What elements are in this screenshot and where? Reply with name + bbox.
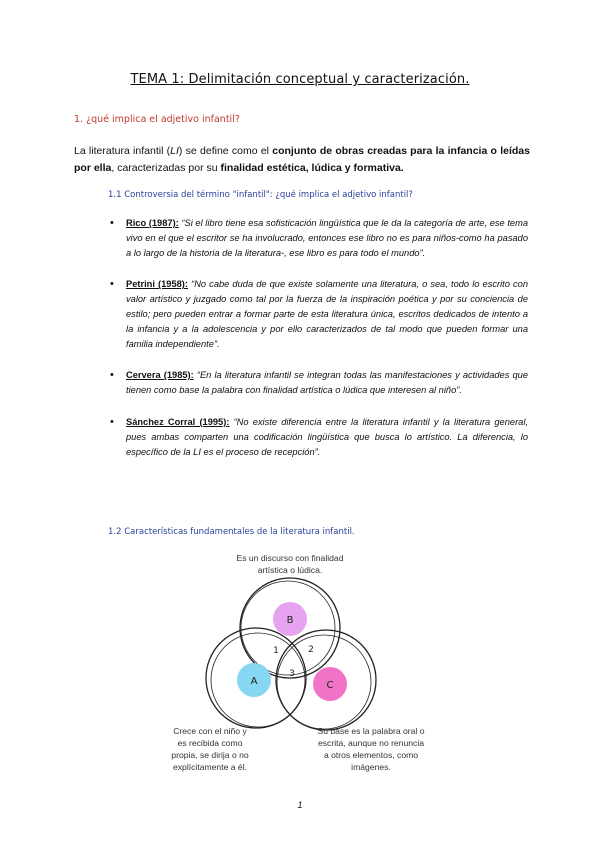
- circle-a-label: A: [250, 676, 258, 687]
- quote-author: Petrini (1958):: [126, 279, 188, 290]
- quote-text: “No existe diferencia entre la literatura infantil y la literatura general, pues ambas comparten una codificación lingüística que busca lo artístico. La diferencia, lo específico de la LI es el proceso de recepción”.: [126, 416, 528, 457]
- intro-bold-definition: conjunto de obras creadas para la infancia o leídas por ella: [74, 145, 530, 174]
- diagram-label-line: Es un discurso con finalidad: [236, 553, 344, 563]
- diagram-label-line: Crece con el niño y: [173, 726, 247, 736]
- section-1-heading: 1. ¿qué implica el adjetivo infantil?: [74, 114, 240, 125]
- quote-text: “No cabe duda de que existe solamente una literatura, o sea, todo lo escrito con valor artístico y juzgado como tal por la fuerza de la inspiración poética y por su conciencia de estilo; pero pueden entrar a formar parte de esta literatura única, escritos dedicados de intento a la infancia y a la adolescencia y por ello caracterizados de tal modo que pueden formar una familia independiente”.: [126, 279, 528, 349]
- diagram-label-left: [150, 725, 270, 773]
- diagram-label-line: propia, se dirija o no: [171, 750, 249, 760]
- intro-text: La literatura infantil (: [74, 145, 171, 157]
- diagram-label-line: explícitamente a él.: [172, 762, 248, 772]
- diagram-label-line: artística o lúdica.: [257, 565, 323, 575]
- diagram-label-line: Su base es la palabra oral o: [317, 726, 425, 736]
- diagram-label-line: a otros elementos, como: [323, 750, 419, 760]
- intro-abbreviation: LI: [170, 145, 179, 157]
- page-number: 1: [297, 800, 303, 810]
- region-1-label: 1: [273, 646, 279, 656]
- quote-text: “En la literatura infantil se integran todas las manifestaciones y actividades que tienen como base la palabra con finalidad artística o lúdica que interesen al niño”.: [126, 370, 529, 396]
- diagram-label-line: escrita, aunque no renuncia: [317, 738, 425, 748]
- quote-author: Rico (1987):: [126, 218, 179, 228]
- region-3-label: 3: [289, 669, 295, 679]
- quote-author: Cervera (1985):: [126, 370, 194, 381]
- quote-author: Sánchez Corral (1995):: [126, 416, 230, 427]
- intro-bold-purpose: finalidad estética, lúdica y formativa.: [220, 162, 404, 174]
- diagram-label-right: [296, 725, 446, 773]
- quote-text: “Si el libro tiene esa sofisticación lingüística que le da la categoría de arte, ese tema vivo en el que el escritor se ha involucrado, entonces ese libro no es para niños-como ha pasado a lo largo de la historia de la literatura-, ese libro es para todo el mundo”.: [126, 218, 529, 258]
- circle-c-label: C: [326, 680, 334, 691]
- subsection-1-1-heading: 1.1 Controversia del término "infantil": ¿qué implica el adjetivo infantil?: [108, 190, 413, 200]
- page-title: TEMA 1: Delimitación conceptual y caracterización.: [130, 72, 470, 87]
- subsection-1-2-heading: 1.2 Características fundamentales de la literatura infantil.: [108, 527, 355, 537]
- intro-text: ) se define como el: [178, 145, 273, 157]
- diagram-label-line: imágenes.: [351, 762, 391, 772]
- region-2-label: 2: [308, 645, 314, 655]
- intro-text: , caracterizadas por su: [111, 162, 221, 174]
- diagram-label-top: [205, 552, 375, 576]
- circle-b-label: B: [286, 615, 294, 626]
- diagram-label-line: es recibida como: [177, 738, 243, 748]
